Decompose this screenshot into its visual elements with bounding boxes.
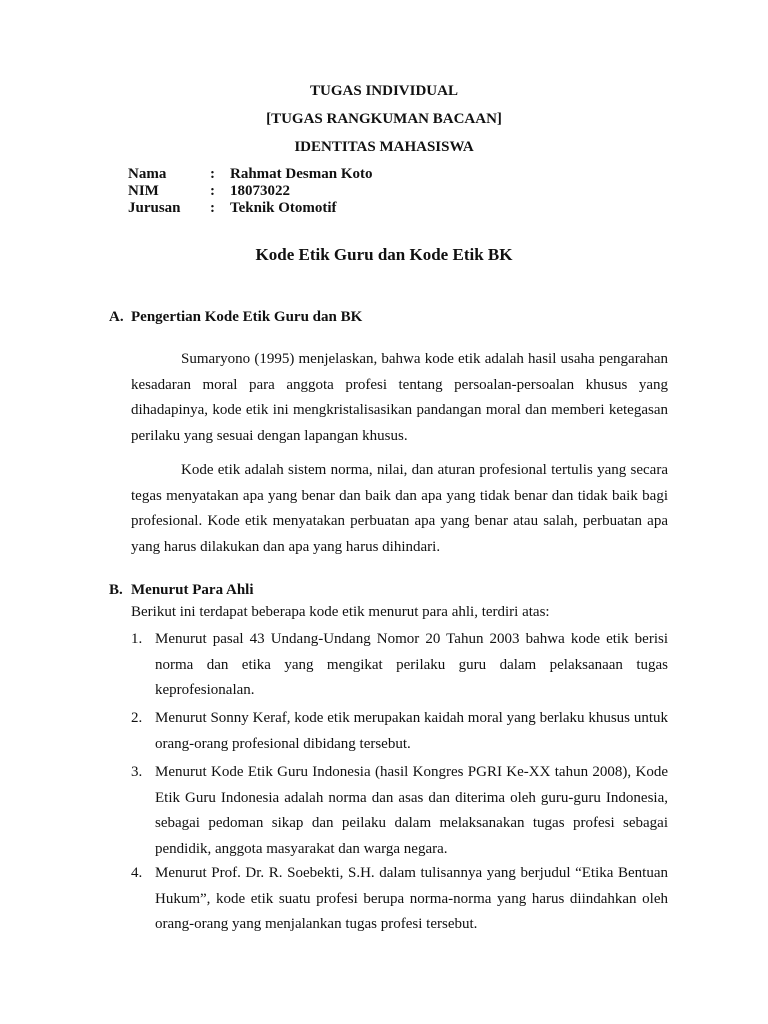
list-item-number: 4. [131, 865, 143, 881]
identity-value: 18073022 [230, 183, 290, 199]
header-subtitle: [TUGAS RANGKUMAN BACAAN] [266, 111, 502, 127]
section-heading-text: Pengertian Kode Etik Guru dan BK [131, 309, 363, 325]
paragraph: Sumaryono (1995) menjelaskan, bahwa kode etik adalah hasil usaha pengarahan kesadaran moral para anggota profesi tentang persoalan-persoalan khusus yang dihadapinya, kode etik ini mengkristalisasikan pandangan moral dan memberi ketegasan perilaku yang sesuai dengan lapangan khusus. [131, 351, 668, 444]
section-b-intro: Berikut ini terdapat beberapa kode etik menurut para ahli, terdiri atas: [131, 604, 550, 620]
identity-row-name [128, 165, 528, 183]
identity-colon: : [210, 200, 215, 216]
list-item-number: 2. [131, 710, 143, 726]
identity-colon: : [210, 166, 215, 182]
identity-label: Nama [128, 166, 167, 182]
section-heading-text: Menurut Para Ahli [131, 582, 254, 598]
header-title: TUGAS INDIVIDUAL [310, 83, 458, 99]
list-item-text: Menurut Sonny Keraf, kode etik merupakan kaidah moral yang berlaku khusus untuk orang-orang profesional dibidang tersebut. [155, 710, 668, 752]
document-title: Kode Etik Guru dan Kode Etik BK [255, 245, 513, 264]
identity-value: Rahmat Desman Koto [230, 166, 373, 182]
identity-colon: : [210, 183, 215, 199]
paragraph: Kode etik adalah sistem norma, nilai, dan aturan profesional tertulis yang secara tegas menyatakan apa yang benar dan baik dan apa yang tidak benar dan tidak baik bagi profesional. Kode etik menyatakan perbuatan apa yang benar atau salah, perbuatan apa yang harus dilakukan dan apa yang harus dihindari. [131, 462, 668, 555]
section-letter: B. [109, 582, 123, 598]
identity-value: Teknik Otomotif [230, 200, 337, 216]
list-item-number: 3. [131, 764, 143, 780]
section-letter: A. [109, 309, 124, 325]
identity-heading: IDENTITAS MAHASISWA [294, 139, 474, 155]
section-b-heading [109, 581, 254, 599]
section-a-heading [109, 308, 362, 326]
identity-row-nim [128, 182, 528, 200]
identity-label: Jurusan [128, 200, 181, 216]
list-item-text: Menurut pasal 43 Undang-Undang Nomor 20 Tahun 2003 bahwa kode etik berisi norma dan etika yang mengikat perilaku guru dalam pelaksanaan tugas keprofesionalan. [155, 631, 668, 698]
list-item-text: Menurut Kode Etik Guru Indonesia (hasil Kongres PGRI Ke-XX tahun 2008), Kode Etik Guru Indonesia adalah norma dan asas dan diterima oleh guru-guru Indonesia, sebagai pedoman sikap dan peilaku dalam melaksanakan tugas profesi sebagai pendidik, anggota masyarakat dan warga negara. [155, 764, 668, 857]
identity-label: NIM [128, 183, 159, 199]
list-item-number: 1. [131, 631, 143, 647]
list-item-text: Menurut Prof. Dr. R. Soebekti, S.H. dalam tulisannya yang berjudul “Etika Bentuan Hukum”, kode etik suatu profesi berupa norma-norma yang harus diindahkan oleh orang-orang yang menjalankan tugas profesi tersebut. [155, 865, 668, 932]
identity-row-jurusan [128, 199, 528, 217]
